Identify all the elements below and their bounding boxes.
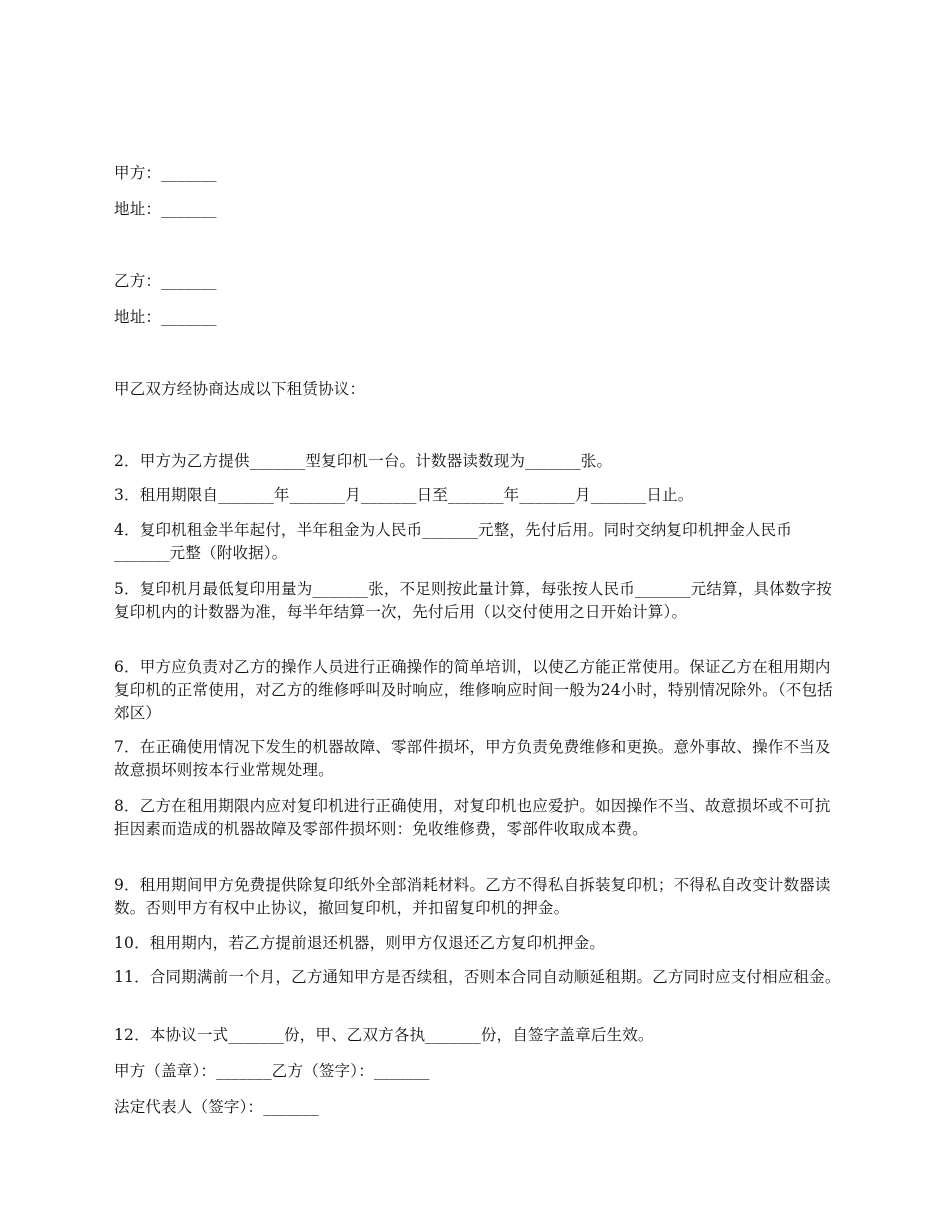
signature-line-2: 法定代表人（签字）：_______ [114, 1098, 319, 1116]
signature-line-1: 甲方（盖章）：_______乙方（签字）：_______ [114, 1062, 430, 1080]
clause-10: 10．租用期内，若乙方提前退还机器，则甲方仅退还乙方复印机押金。 [114, 934, 606, 952]
clause-12: 12．本协议一式_______份，甲、乙双方各执_______份，自签字盖章后生效。 [114, 1026, 654, 1044]
clause-9: 9．租用期间甲方免费提供除复印纸外全部消耗材料。乙方不得私自拆装复印机；不得私自改变计数器读数。否则甲方有权中止协议，撤回复印机，并扣留复印机的押金。 [114, 876, 831, 917]
clause-11: 11．合同期满前一个月，乙方通知甲方是否续租，否则本合同自动顺延租期。乙方同时应支付相应租金。 [114, 968, 841, 986]
clause-8: 8．乙方在租用期限内应对复印机进行正确使用，对复印机也应爱护。如因操作不当、故意损坏或不可抗拒因素而造成的机器故障及零部件损坏则：免收维修费，零部件收取成本费。 [114, 797, 831, 838]
party-a-address: 地址：_______ [114, 200, 217, 218]
clause-6: 6．甲方应负责对乙方的操作人员进行正确操作的简单培训，以使乙方能正常使用。保证乙方在租用期内复印机的正常使用，对乙方的维修呼叫及时响应，维修响应时间一般为24小时，特别情况除外。（不包括郊区） [114, 658, 833, 722]
clause-7: 7．在正确使用情况下发生的机器故障、零部件损坏，甲方负责免费维修和更换。意外事故、操作不当及故意损坏则按本行业常规处理。 [114, 738, 831, 779]
clause-4: 4．复印机租金半年起付，半年租金为人民币_______元整，先付后用。同时交纳复印机押金人民币_______元整（附收据）。 [114, 521, 793, 562]
party-b-label: 乙方：_______ [114, 272, 217, 290]
party-b-address: 地址：_______ [114, 308, 217, 326]
party-a-label: 甲方：_______ [114, 164, 217, 182]
clause-5: 5．复印机月最低复印用量为_______张，不足则按此量计算，每张按人民币_______元结算，具体数字按复印机内的计数器为准，每半年结算一次，先付后用（以交付使用之日开始计算）。 [114, 580, 832, 621]
clause-2: 2．甲方为乙方提供_______型复印机一台。计数器读数现为_______张。 [114, 452, 613, 470]
intro-text: 甲乙双方经协商达成以下租赁协议： [114, 380, 366, 398]
clause-3: 3．租用期限自_______年_______月_______日至_______年_______月_______日止。 [114, 486, 694, 504]
